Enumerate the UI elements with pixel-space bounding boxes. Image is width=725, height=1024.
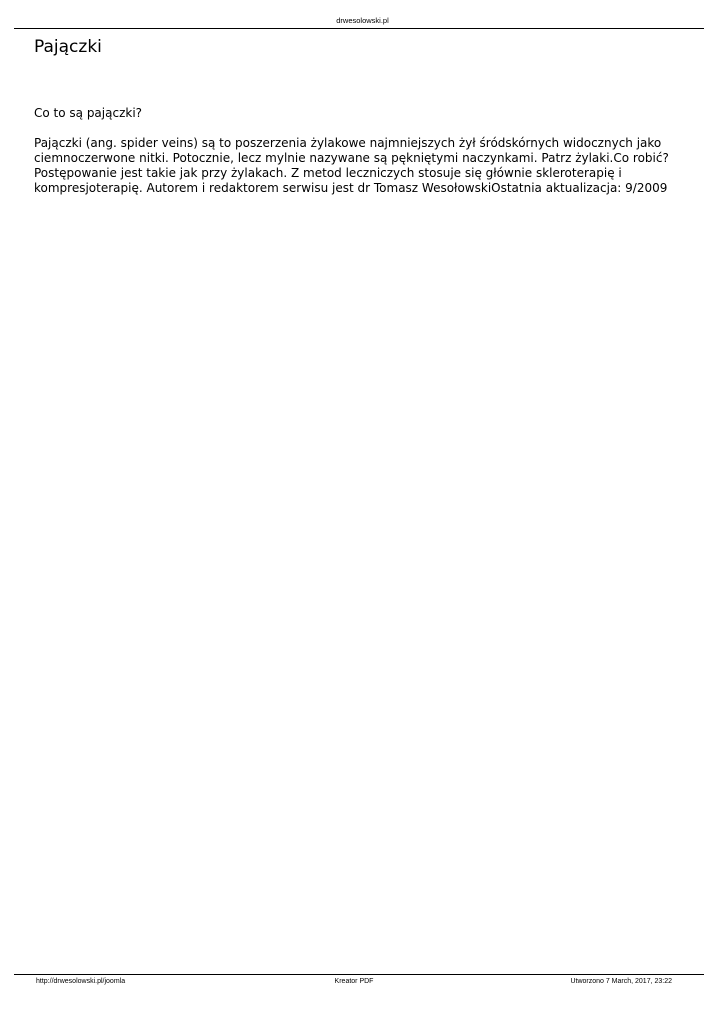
footer-creator: Kreator PDF	[334, 978, 374, 985]
article-body: Pajączki (ang. spider veins) są to poszerzenia żylakowe najmniejszych żył śródskórnych widocznych jako ciemnoczerwone nitki. Potocznie, lecz mylnie nazywane są pękniętymi naczynkami. Patrz żylaki.Co robić?Postępowanie jest takie jak przy żylakach. Z metod leczniczych stosuje się głównie skleroterapię i kompresjoterapię. Autorem i redaktorem serwisu jest dr Tomasz WesołowskiOstatnia aktualizacja: 9/2009	[34, 136, 669, 195]
header-divider	[14, 28, 704, 29]
footer-divider	[14, 974, 704, 975]
footer-created-date: Utworzono 7 March, 2017, 23:22	[570, 978, 672, 985]
section-heading: Co to są pajączki?	[34, 106, 143, 120]
site-header: drwesolowski.pl	[336, 16, 389, 25]
footer-url: http://drwesolowski.pl/joomla	[36, 978, 126, 985]
page-title: Pajączki	[34, 37, 102, 57]
